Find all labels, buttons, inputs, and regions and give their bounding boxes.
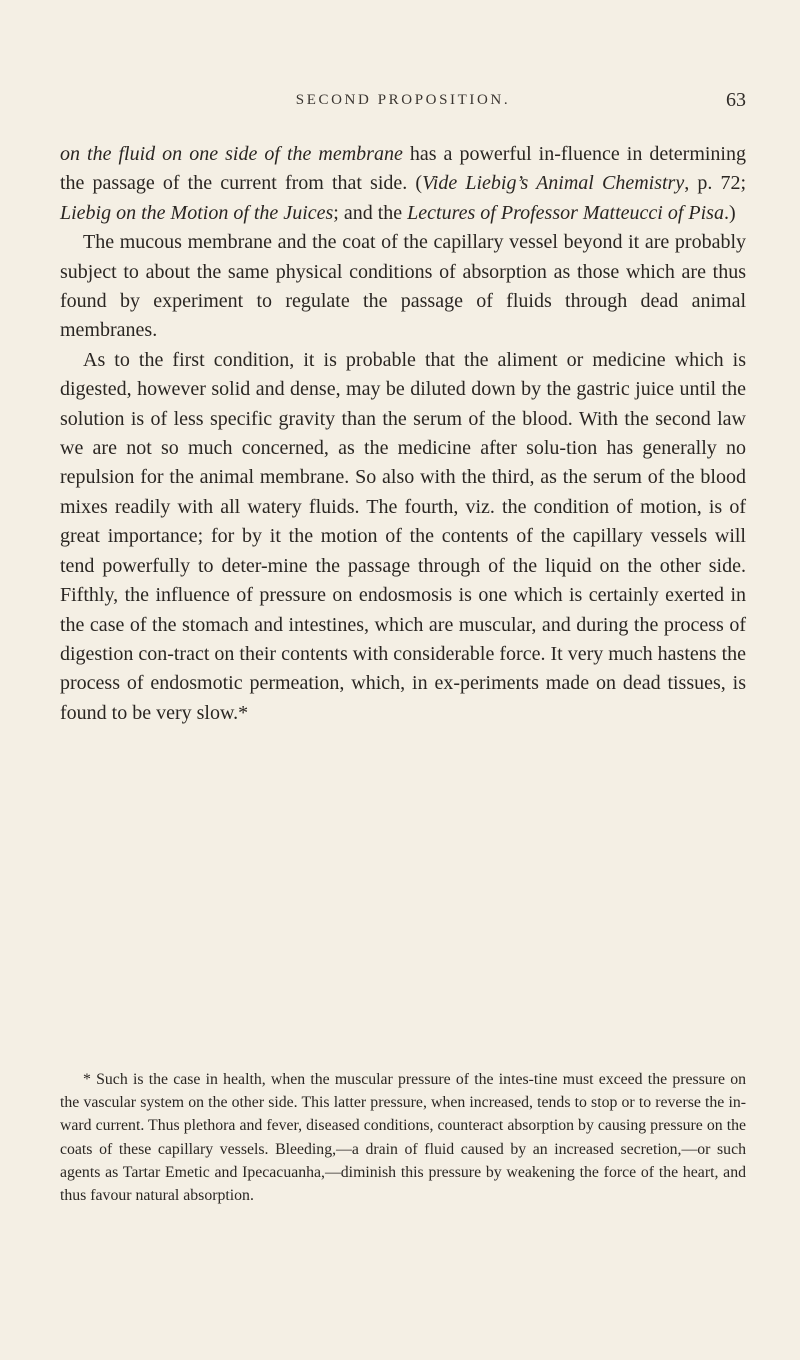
body-text	[60, 140, 746, 728]
paragraph-mucous-membrane: The mucous membrane and the coat of the capillary vessel beyond it are probably subject to about the same physical conditions of absorption as those which are thus found by experiment to regulate the passage of fluids through dead animal membranes.	[60, 231, 746, 342]
page-header	[60, 89, 746, 122]
citation-matteucci-lectures: Lectures of Professor Matteucci of Pisa	[407, 201, 724, 224]
footnote-text: * Such is the case in health, when the muscular pressure of the intes-tine must exceed the pressure on the vascular system on the other side. This latter pressure, when increased, tends to stop or to reverse the in-ward current. Thus plethora and fever, diseased conditions, counteract absorption by causing pressure on the coats of these capillary vessels. Bleeding,—a drain of fluid caused by an increased secretion,—or such agents as Tartar Emetic and Ipecacuanha,—diminish this pressure by weakening the force of the heart, and thus favour natural absorption.	[60, 1071, 746, 1205]
text-run: .)	[723, 201, 736, 224]
text-run: has a powerful in-fluence in determining the passage of the current from that side. (	[60, 143, 746, 195]
page-number: 63	[726, 89, 746, 111]
citation-liebig-animal-chemistry: Vide Liebig’s Animal Chemistry	[422, 172, 685, 195]
running-title: SECOND PROPOSITION.	[295, 92, 511, 108]
paragraph-conditions: As to the first condition, it is probable that the aliment or medicine which is digested, however solid and dense, may be diluted down by the gastric juice until the solution is of less specific gravity than the serum of the blood. With the second law we are not so much concerned, as the medicine after solu-tion has generally no repulsion for the animal membrane. So also with the third, as the serum of the blood mixes readily with all watery fluids. The fourth, viz. the condition of motion, is of great importance; for by it the motion of the contents of the capillary vessels will tend powerfully to deter-mine the passage through of the liquid on the other side. Fifthly, the influence of pressure on endosmosis is one which is certainly exerted in the case of the stomach and intestines, which are muscular, and during the process of digestion con-tract on their contents with considerable force. It very much hastens the process of endosmotic permeation, which, in ex-periments made on dead tissues, is found to be very slow.*	[60, 348, 746, 724]
text-run: , p. 72;	[684, 172, 746, 195]
text-run: ; and the	[333, 201, 408, 224]
footnote	[60, 1068, 746, 1207]
citation-liebig-motion-of-juices: Liebig on the Motion of the Juices	[60, 201, 334, 224]
italic-phrase: on the fluid on one side of the membrane	[60, 143, 403, 165]
paragraph-continuation	[60, 140, 746, 228]
